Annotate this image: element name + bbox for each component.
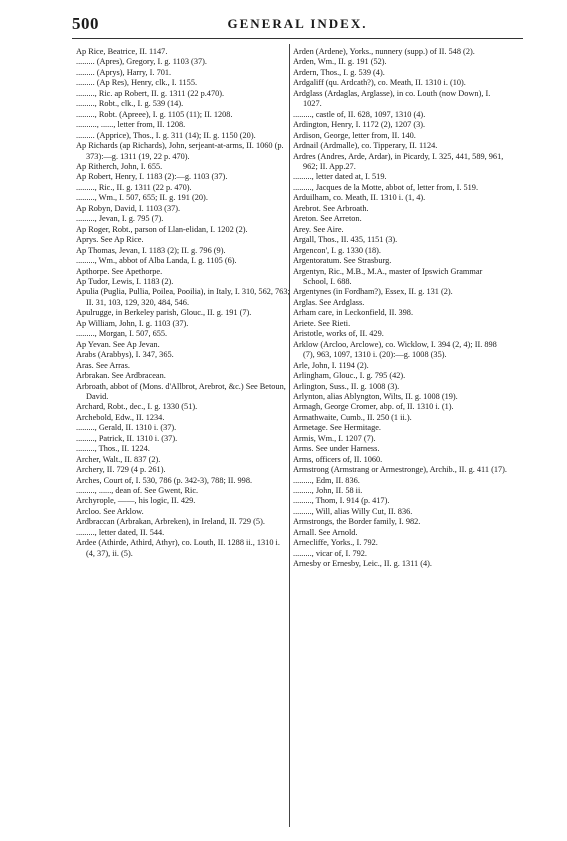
index-entry: ........., Patrick, II. 1310 i. (37). xyxy=(76,433,178,443)
left-column xyxy=(76,47,290,559)
index-entry: Arnall. See Arnold. xyxy=(293,527,358,537)
index-entry: Armstrong (Armstrang or Armestronge), Archib., II. g. 411 (17). xyxy=(293,465,507,475)
index-entry: ......... (Aprys), Harry, I. 701. xyxy=(76,67,172,77)
index-entry: Ap Ritherch, John, I. 655. xyxy=(76,161,163,171)
index-entry: Arklow (Arcloo, Arclowe), co. Wicklow, I. 394 (2, 4); II. 898 (7), 963, 1097, 1310 i. (20):—g. 1008 (35). xyxy=(293,339,497,360)
index-entry: Arms. See under Harness. xyxy=(293,444,380,454)
index-entry: Arms, officers of, II. 1060. xyxy=(293,454,383,464)
index-entry: ........., Wm., I. 507, 655; II. g. 191 (20). xyxy=(76,193,208,203)
index-entry: Ardern, Thos., I. g. 539 (4). xyxy=(293,67,385,77)
index-entry: Ariete. See Rieti. xyxy=(293,318,351,328)
index-entry: Ap Richards (ap Richards), John, serjeant-at-arms, II. 1060 (p. 373):—g. 1311 (19, 22 p. 470). xyxy=(76,141,284,161)
index-entry: Arden (Ardene), Yorks., nunnery (supp.) of II. 548 (2). xyxy=(293,47,475,56)
index-entry: ........., Edm, II. 836. xyxy=(293,475,360,485)
index-entry: Arlington, Suss., II. g. 1008 (3). xyxy=(293,381,400,391)
index-entry: Ap Thomas, Jevan, I. 1183 (2); II. g. 796 (9). xyxy=(76,245,226,255)
index-entry: Arle, John, I. 1194 (2). xyxy=(293,360,369,370)
index-entry: Ap Rice, Beatrice, II. 1147. xyxy=(76,47,168,56)
index-entry: Armathwaite, Cumb., II. 250 (1 ii.). xyxy=(293,412,412,422)
index-entry: Arlingham, Glouc., I. g. 795 (42). xyxy=(293,371,406,381)
index-entry: Ardee (Athirde, Athird, Athyr), co. Louth, II. 1288 ii., 1310 i. (4, 37), ii. (5). xyxy=(76,538,280,558)
index-entry: Ardison, George, letter from, II. 140. xyxy=(293,130,416,140)
index-entry: Archery, II. 729 (4 p. 261). xyxy=(76,465,166,475)
index-entry: Argencon', I. g. 1330 (18). xyxy=(293,245,381,255)
index-entry: Argall, Thos., II. 435, 1151 (3). xyxy=(293,235,398,245)
index-entry: Ardgaliff (qu. Ardcath?), co. Meath, II. 1310 i. (10). xyxy=(293,78,466,88)
index-entry: Apulia (Puglia, Pullia, Poilea, Pooilia), in Italy, I. 310, 562, 763; II. 31, 103, 129, 320, 484, 546. xyxy=(76,287,290,307)
index-entry: ........., ......, dean of. See Gwent, Ric. xyxy=(76,486,199,496)
index-entry: ......... (Ap Res), Henry, clk., I. 1155. xyxy=(76,78,198,88)
index-entry: ......... (Apres), Gregory, I. g. 1103 (37). xyxy=(76,57,207,67)
index-entry: Arnecliffe, Yorks., I. 792. xyxy=(293,538,378,548)
index-entry: Archebold, Edw., II. 1234. xyxy=(76,412,165,422)
index-entry: Ardglass (Ardaglas, Arglasse), in co. Louth (now Down), I. 1027. xyxy=(293,88,491,109)
index-entry: ........., Wm., abbot of Alba Landa, I. g. 1105 (6). xyxy=(76,256,237,266)
index-entry: ........., Jacques de la Motte, abbot of, letter from, I. 519. xyxy=(293,182,479,192)
index-entry: ........., Robt., clk., I. g. 539 (14). xyxy=(76,99,184,109)
index-entry: Ap William, John, I. g. 1103 (37). xyxy=(76,318,189,328)
index-entry: Arham care, in Leckonfield, II. 398. xyxy=(293,308,414,318)
index-entry: Arbrakan. See Ardbracean. xyxy=(76,371,166,381)
index-entry: Aras. See Arras. xyxy=(76,360,130,370)
index-entry: Arabs (Arabbys), I. 347, 365. xyxy=(76,350,174,360)
index-entry: Ardbraccan (Arbrakan, Arbreken), in Ireland, II. 729 (5). xyxy=(76,517,265,527)
index-entry: Ardres (Andres, Arde, Ardar), in Picardy, I. 325, 441, 589, 961, 962; II. App.27. xyxy=(293,151,504,171)
index-entry: Arbroath, abbot of (Mons. d'Allbrot, Arebrot, &c.) See Betoun, David. xyxy=(76,381,286,401)
index-entry: Aristotle, works of, II. 429. xyxy=(293,329,384,339)
index-entry: Arlynton, alias Ablyngton, Wilts, II. g. 1008 (19). xyxy=(293,391,458,401)
right-column xyxy=(293,47,507,570)
index-entry: ........., Morgan, I. 507, 655. xyxy=(76,329,168,339)
index-entry: Argentyn, Ric., M.B., M.A., master of Ipswich Grammar School, I. 688. xyxy=(293,266,483,286)
index-entry: Armetage. See Hermitage. xyxy=(293,423,382,433)
index-entry: Archyrople, ——, his logic, II. 429. xyxy=(76,496,196,506)
page-header xyxy=(72,14,523,36)
index-entry: ........., castle of, II. 628, 1097, 1310 (4). xyxy=(293,109,426,119)
index-entry: Ardington, Henry, I. 1172 (2), 1207 (3). xyxy=(293,120,426,130)
index-entry: Arches, Court of, I. 530, 786 (p. 342-3), 788; II. 998. xyxy=(76,475,253,485)
index-entry: Arnesby or Ernesby, Leic., II. g. 1311 (4). xyxy=(293,559,433,569)
index-entry: ........., vicar of, I. 792. xyxy=(293,548,367,558)
index-entry: ........., letter dated at, I. 519. xyxy=(293,172,387,182)
index-entry: ........., Thos., II. 1224. xyxy=(76,444,150,454)
index-entry: Ap Robyn, David, I. 1103 (37). xyxy=(76,203,181,213)
index-entry: Ap Roger, Robt., parson of Llan-elidan, I. 1202 (2). xyxy=(76,224,248,234)
header-rule xyxy=(72,38,523,39)
index-entry: Apulrugge, in Berkeley parish, Glouc., II. g. 191 (7). xyxy=(76,308,252,318)
index-entry: Archard, Robt., dec., I. g. 1330 (51). xyxy=(76,402,198,412)
index-entry: Arcloo. See Arklow. xyxy=(76,506,144,516)
index-entry: Arden, Wm., II. g. 191 (52). xyxy=(293,57,387,67)
index-entry: Arebrot. See Arbroath. xyxy=(293,203,369,213)
index-entry: Arglas. See Ardglass. xyxy=(293,297,365,307)
index-entry: ........., Gerald, II. 1310 i. (37). xyxy=(76,423,177,433)
column-divider xyxy=(289,44,290,827)
index-entry: Ardnail (Ardmalle), co. Tipperary, II. 1124. xyxy=(293,141,438,151)
index-entry: Arduilham, co. Meath, II. 1310 i. (1, 4). xyxy=(293,193,426,203)
index-entry: Armstrongs, the Border family, I. 982. xyxy=(293,517,421,527)
page-number: 500 xyxy=(72,14,99,33)
index-entry: ........., John, II. 58 ii. xyxy=(293,486,363,496)
index-entry: ........., Thom, I. 914 (p. 417). xyxy=(293,496,390,506)
index-entry: Ap Yevan. See Ap Jevan. xyxy=(76,339,160,349)
index-entry: .........., ......, letter from, II. 1208. xyxy=(76,120,186,130)
index-entry: ........., Ric. ap Robert, II. g. 1311 (22 p.470). xyxy=(76,88,225,98)
index-entry: Archer, Walt., II. 837 (2). xyxy=(76,454,161,464)
index-entry: ........., Jevan, I. g. 795 (7). xyxy=(76,214,164,224)
index-entry: ........., Ric., II. g. 1311 (22 p. 470). xyxy=(76,182,192,192)
index-entry: Apthorpe. See Apethorpe. xyxy=(76,266,163,276)
index-entry: Argentynes (in Fordham?), Essex, II. g. 131 (2). xyxy=(293,287,453,297)
index-entry: Arey. See Aire. xyxy=(293,224,344,234)
index-entry: ........., letter dated, II. 544. xyxy=(76,527,165,537)
index-entry: Armagh, George Cromer, abp. of, II. 1310 i. (1). xyxy=(293,402,454,412)
index-entry: Aprys. See Ap Rice. xyxy=(76,235,144,245)
index-entry: ......... (Apprice), Thos., I. g. 311 (14); II. g. 1150 (20). xyxy=(76,130,256,140)
index-entry: Armis, Wm., I. 1207 (7). xyxy=(293,433,376,443)
index-entry: ........., Robt. (Apreee), I. g. 1105 (11); II. 1208. xyxy=(76,109,233,119)
index-entry: Argentoratum. See Strasburg. xyxy=(293,256,392,266)
index-entry: ........., Will, alias Willy Cut, II. 836. xyxy=(293,506,413,516)
running-title: GENERAL INDEX. xyxy=(227,16,368,31)
index-entry: Ap Tudor, Lewis, I. 1183 (2). xyxy=(76,276,174,286)
index-entry: Ap Robert, Henry, I. 1183 (2):—g. 1103 (37). xyxy=(76,172,228,182)
index-entry: Areton. See Arreton. xyxy=(293,214,362,224)
